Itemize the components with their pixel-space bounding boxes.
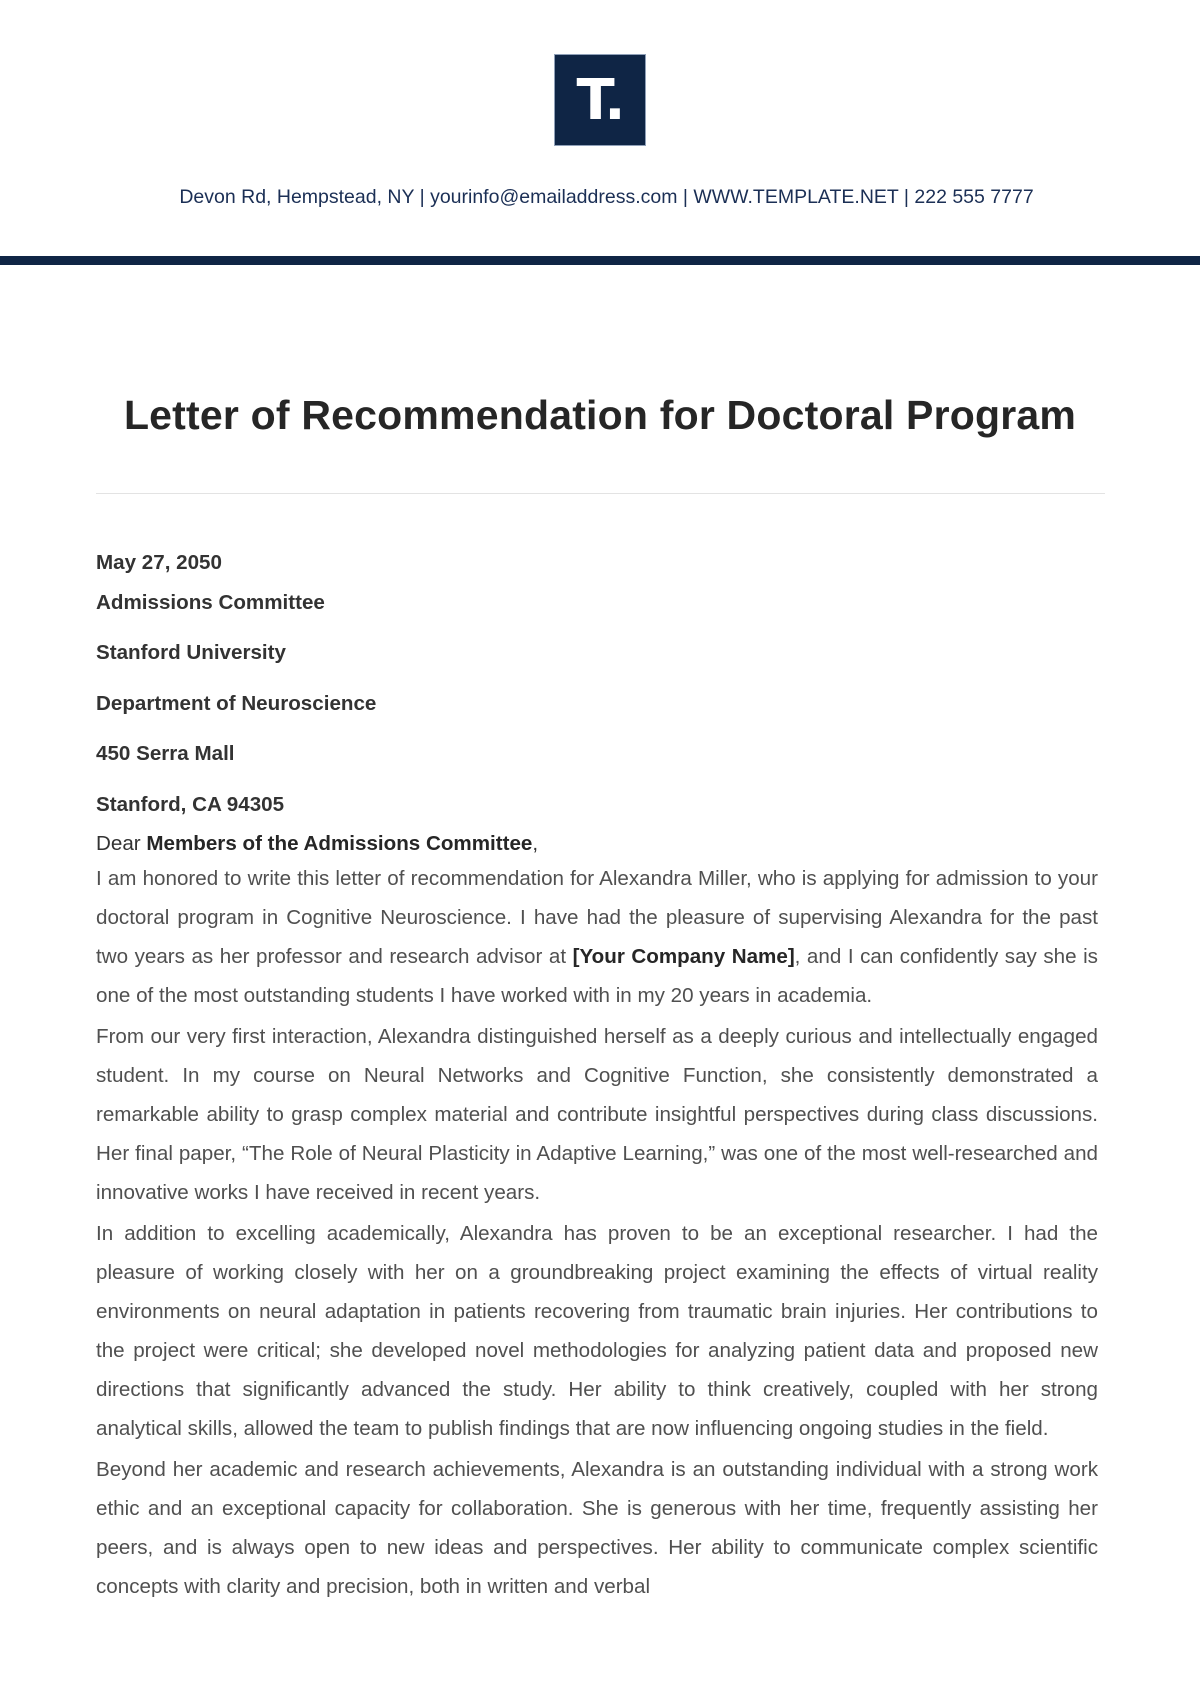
page-title: Letter of Recommendation for Doctoral Program: [123, 392, 1077, 438]
paragraph-character: Beyond her academic and research achievements, Alexandra is an outstanding individual with a strong work ethic and an exceptional capacity for collaboration. She is generous with her time, frequently assisting her peers, and is always open to new ideas and perspectives. Her ability to communicate complex scientific concepts with clarity and precision, both in written and verbal: [96, 1458, 1098, 1598]
letterhead: [0, 0, 1200, 268]
letter-date: May 27, 2050: [96, 551, 222, 574]
salutation-suffix: ,: [532, 832, 539, 855]
paragraph-intro-part2: , and I can confidently say she is one of the most outstanding students I have worked with in my 20 years in academia.: [96, 945, 1098, 1007]
paragraph-academics: From our very first interaction, Alexandra distinguished herself as a deeply curious and intellectually engaged student. In my course on Neural Networks and Cognitive Function, she consistently demonstrated a remarkable ability to grasp complex material and contribute insightful perspectives during class discussions. Her final paper, “The Role of Neural Plasticity in Adaptive Learning,” was one of the most well-researched and innovative works I have received in recent years.: [96, 1025, 1098, 1204]
salutation: [96, 829, 1098, 859]
header-rule: [0, 256, 1200, 265]
salutation-name: Members of the Admissions Committee: [146, 832, 533, 855]
paragraph-intro: [96, 859, 1098, 1015]
recipient-city: Stanford, CA 94305: [96, 793, 285, 816]
contact-info: Devon Rd, Hempstead, NY | yourinfo@emailaddress.com | WWW.TEMPLATE.NET | 222 555 7777: [179, 186, 1034, 208]
logo-letter: T.: [576, 68, 624, 133]
paragraph-intro-part1: I am honored to write this letter of recommendation for Alexandra Miller, who is applying for admission to your doctoral program in Cognitive Neuroscience. I have had the pleasure of supervising Alexandra for the past two years as her professor and research advisor at: [96, 867, 1098, 968]
brand-logo: [555, 55, 645, 145]
title-divider: [96, 493, 1105, 494]
salutation-prefix: Dear: [96, 832, 147, 855]
recipient-street: 450 Serra Mall: [96, 742, 235, 765]
paragraph-research: In addition to excelling academically, Alexandra has proven to be an exceptional researcher. I had the pleasure of working closely with her on a groundbreaking project examining the effects of virtual reality environments on neural adaptation in patients recovering from traumatic brain injuries. Her contributions to the project were critical; she developed novel methodologies for analyzing patient data and proposed new directions that significantly advanced the study. Her ability to think creatively, coupled with her strong analytical skills, allowed the team to publish findings that are now influencing ongoing studies in the field.: [96, 1222, 1098, 1440]
recipient-university: Stanford University: [96, 641, 286, 664]
letter-body: [96, 548, 1098, 1606]
company-name-placeholder: [Your Company Name]: [572, 945, 795, 968]
recipient-department: Department of Neuroscience: [96, 692, 377, 715]
recipient-committee: Admissions Committee: [96, 591, 325, 614]
letter-paragraphs: [96, 859, 1098, 1606]
